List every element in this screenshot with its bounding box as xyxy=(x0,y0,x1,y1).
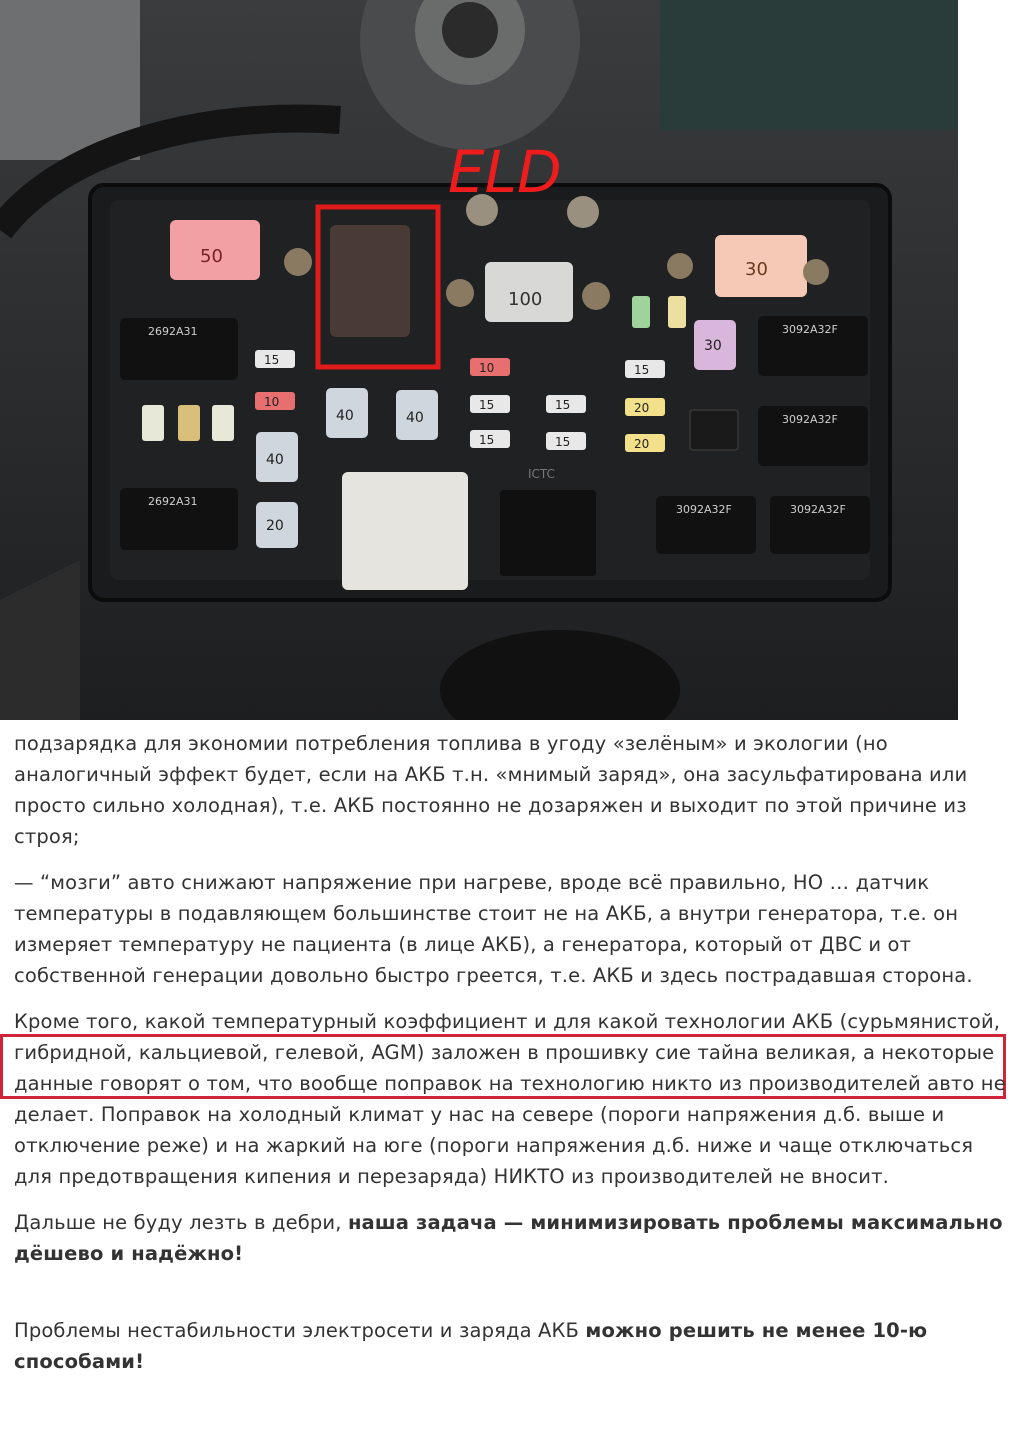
eld-annotation: ELD xyxy=(448,138,562,206)
paragraph-task xyxy=(14,1207,1014,1269)
article-body xyxy=(14,728,1014,1392)
svg-text:20: 20 xyxy=(634,437,650,451)
relay-label-1: 2692A31 xyxy=(148,325,198,338)
svg-text:15: 15 xyxy=(555,435,571,449)
solutions-intro: Проблемы нестабильности электросети и заряда АКБ xyxy=(14,1319,586,1342)
svg-text:40: 40 xyxy=(336,408,354,424)
paragraph-charging: подзарядка для экономии потребления топлива в угоду «зелёным» и экологии (но аналогичный эффект будет, если на АКБ т.н. «мнимый заряд», она засульфатирована или просто сильно холодная), т.е. АКБ постоянно не дозаряжен и выходит по этой причине из строя; xyxy=(14,732,968,848)
fuse-50-label: 50 xyxy=(200,246,223,267)
fuse-100-label: 100 xyxy=(508,289,543,310)
svg-text:30: 30 xyxy=(704,338,722,354)
paragraph-temperature-sensor: — “мозги” авто снижают напряжение при нагреве, вроде всё правильно, НО … датчик температуры в подавляющем большинстве стоит не на АКБ, а внутри генератора, т.е. он измеряет температуру не пациента (в лице АКБ), а генератора, который от ДВС и от собственной генерации довольно быстро греется, т.е. АКБ и здесь пострадавшая сторона. xyxy=(14,871,973,987)
paragraph-solutions xyxy=(14,1315,1014,1377)
fuse-30-label: 30 xyxy=(745,259,768,280)
relay-label-4: 3092A32F xyxy=(782,413,838,426)
relay-label-5: 3092A32F xyxy=(676,503,732,516)
svg-text:40: 40 xyxy=(406,410,424,426)
relay-label-3: 3092A32F xyxy=(782,323,838,336)
relay-label-6: 3092A32F xyxy=(790,503,846,516)
svg-text:15: 15 xyxy=(479,398,495,412)
box-ictc-label: ICTC xyxy=(528,467,555,481)
svg-text:20: 20 xyxy=(634,401,650,415)
svg-text:15: 15 xyxy=(264,353,280,367)
solutions-bold: можно решить не менее 10-ю способами! xyxy=(14,1319,928,1373)
svg-text:15: 15 xyxy=(634,363,650,377)
task-intro: Дальше не буду лезть в дебри, xyxy=(14,1211,348,1234)
svg-text:20: 20 xyxy=(266,518,284,534)
fuse-box-photo xyxy=(0,0,958,720)
svg-text:15: 15 xyxy=(479,433,495,447)
svg-text:40: 40 xyxy=(266,452,284,468)
relay-label-2: 2692A31 xyxy=(148,495,198,508)
task-bold: наша задача — минимизировать проблемы максимально дёшево и надёжно! xyxy=(14,1211,1003,1265)
svg-text:15: 15 xyxy=(555,398,571,412)
svg-text:10: 10 xyxy=(479,361,495,375)
paragraph-temperature-coefficient: Кроме того, какой температурный коэффициент и для какой технологии АКБ (сурьмянистой, гибридной, кальциевой, гелевой, AGM) заложен в прошивку сие тайна великая, а некоторые данные говорят о том, что вообще поправок на технологию никто из производителей авто не делает. Поправок на холодный климат у нас на севере (пороги напряжения д.б. выше и отключение реже) и на жаркий на юге (пороги напряжения д.б. ниже и чаще отключаться для предотвращения кипения и перезаряда) НИКТО из производителей не вносит. xyxy=(14,1010,1006,1188)
svg-text:10: 10 xyxy=(264,395,280,409)
